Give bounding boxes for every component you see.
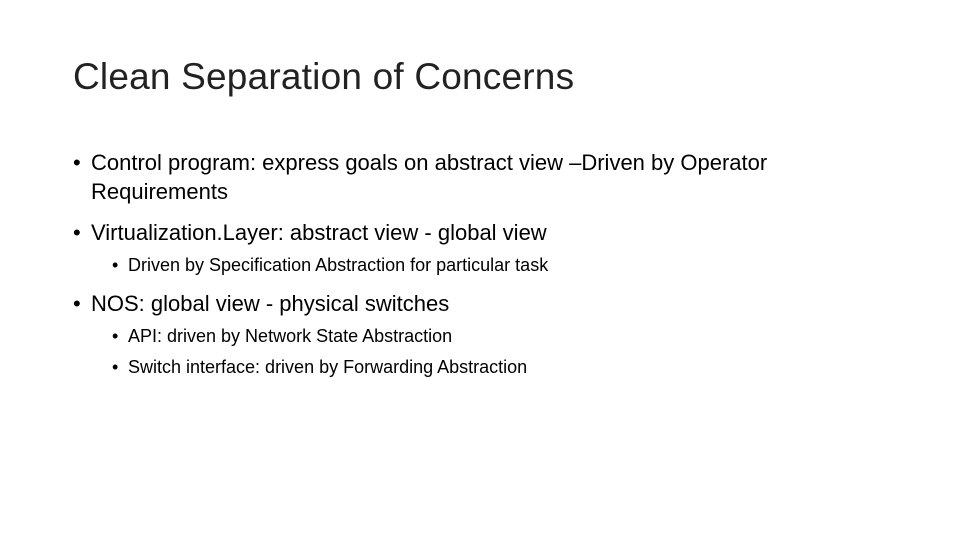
bullet-text: Virtualization.Layer: abstract view - global view [91, 220, 547, 245]
bullet-marker: • [112, 357, 119, 377]
bullet-marker: • [73, 150, 81, 175]
sub-bullet-api [112, 326, 453, 347]
slide-title: Clean Separation of Concerns [73, 56, 575, 97]
bullet-marker: • [112, 255, 119, 275]
bullet-text: Requirements [91, 179, 228, 204]
bullet-virtualization-layer [73, 220, 547, 246]
bullet-text: Switch interface: driven by Forwarding Abstraction [128, 357, 528, 377]
bullet-marker: • [73, 220, 81, 245]
sub-bullet-specification-abstraction [112, 255, 549, 276]
bullet-marker: • [73, 291, 81, 316]
bullet-marker: • [112, 326, 119, 346]
bullet-nos [73, 291, 450, 317]
bullet-text: NOS: global view - physical switches [91, 291, 450, 316]
bullet-text: Control program: express goals on abstract view –Driven by Operator [91, 150, 768, 175]
sub-bullet-switch-interface [112, 357, 528, 378]
bullet-control-program-continuation [91, 179, 228, 205]
bullet-text: Driven by Specification Abstraction for particular task [128, 255, 549, 275]
bullet-text: API: driven by Network State Abstraction [128, 326, 453, 346]
bullet-control-program [73, 150, 768, 176]
